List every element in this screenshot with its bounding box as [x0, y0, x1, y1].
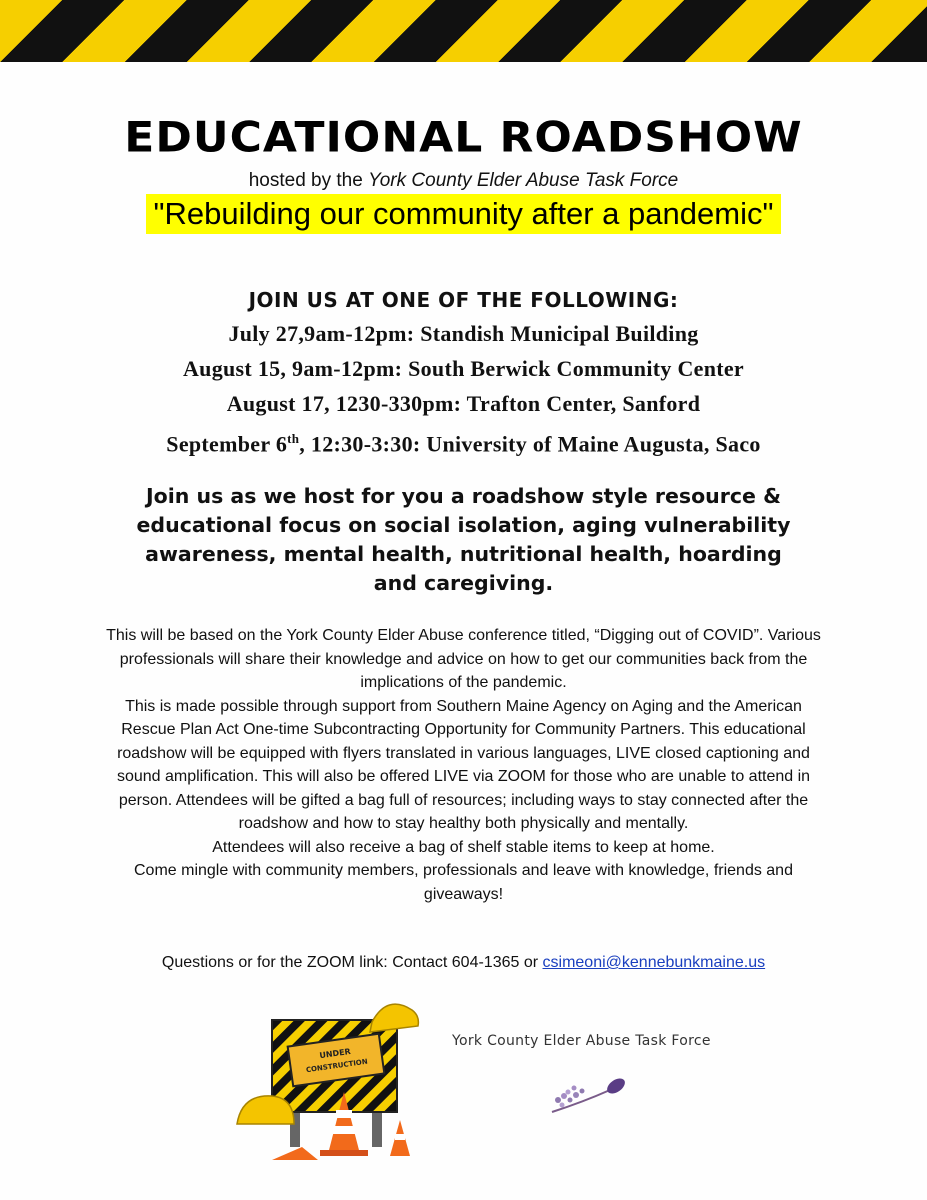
schedule-detail: , 12:30-3:30: University of Maine Augusta, Saco: [299, 431, 761, 457]
body-paragraph: Attendees will also receive a bag of shelf stable items to keep at home.: [212, 838, 715, 856]
contact-line: [0, 954, 927, 972]
body-paragraph: This will be based on the York County Elder Abuse conference titled, “Digging out of COVID”. Various professionals will share their knowledge and advice on how to get our communities back from the implications of the pandemic.: [106, 627, 821, 691]
blossom: [568, 1098, 573, 1103]
body-paragraph: Come mingle with community members, professionals and leave with knowledge, friends and giveaways!: [134, 862, 793, 903]
schedule-item: July 27,9am-12pm: Standish Municipal Building: [228, 321, 699, 346]
blossom: [572, 1086, 577, 1091]
sign-text-line: CONSTRUCTION: [305, 1057, 369, 1075]
hosted-prefix: hosted by the: [248, 170, 369, 191]
blossom: [561, 1093, 567, 1099]
cone-stripe: [336, 1110, 352, 1118]
sign-text-line: UNDER: [318, 1046, 352, 1061]
fallen-cone-icon: [272, 1147, 318, 1160]
event-schedule: [0, 316, 927, 461]
blossom: [580, 1089, 585, 1094]
lead-paragraph: Join us as we host for you a roadshow style resource & educational focus on social isolation, aging vulnerability awareness, mental health, nutritional health, hoarding and caregiving.: [136, 484, 791, 595]
page-title: EDUCATIONAL ROADSHOW: [124, 113, 803, 162]
blossom: [560, 1103, 565, 1108]
cone-stripe: [395, 1134, 405, 1140]
hardhat-icon: [370, 1004, 418, 1032]
hazard-stripe-banner: [0, 0, 927, 62]
blossom: [573, 1092, 579, 1098]
hosted-by-line: [0, 170, 927, 192]
slogan-container: [0, 194, 927, 234]
leaf: [604, 1075, 627, 1096]
blossom: [555, 1097, 561, 1103]
hardhat-icon: [237, 1096, 294, 1124]
org-name: York County Elder Abuse Task Force: [452, 1033, 711, 1049]
schedule-date-suffix: th: [287, 431, 300, 446]
hosted-org: York County Elder Abuse Task Force: [368, 170, 679, 191]
body-text: [100, 624, 827, 906]
under-construction-illustration: [232, 992, 432, 1160]
join-heading: JOIN US AT ONE OF THE FOLLOWING:: [248, 288, 679, 312]
blossom: [566, 1090, 571, 1095]
schedule-item: [0, 421, 927, 461]
schedule-date: September 6: [166, 431, 288, 457]
contact-email-link[interactable]: csimeoni@kennebunkmaine.us: [542, 954, 766, 971]
cone-stripe: [333, 1126, 355, 1134]
cone-base: [320, 1150, 368, 1156]
slogan-highlight: "Rebuilding our community after a pandemic": [146, 194, 782, 234]
body-paragraph: This is made possible through support from Southern Maine Agency on Aging and the American Rescue Plan Act One-time Subcontracting Opportunity for Community Partners. This educational roadshow will be equipped with flyers translated in various languages, LIVE closed captioning and sound amplification. This will also be offered LIVE via ZOOM for those who are unable to attend in person. Attendees will be gifted a bag full of resources; including ways to stay connected after the roadshow and how to stay healthy both physically and mentally.: [116, 697, 811, 832]
schedule-item: August 15, 9am-12pm: South Berwick Community Center: [182, 356, 744, 381]
contact-text: Questions or for the ZOOM link: Contact 604-1365 or: [161, 954, 543, 971]
lilac-sprig-icon: [548, 1074, 630, 1116]
schedule-item: August 17, 1230-330pm: Trafton Center, Sanford: [226, 391, 701, 416]
